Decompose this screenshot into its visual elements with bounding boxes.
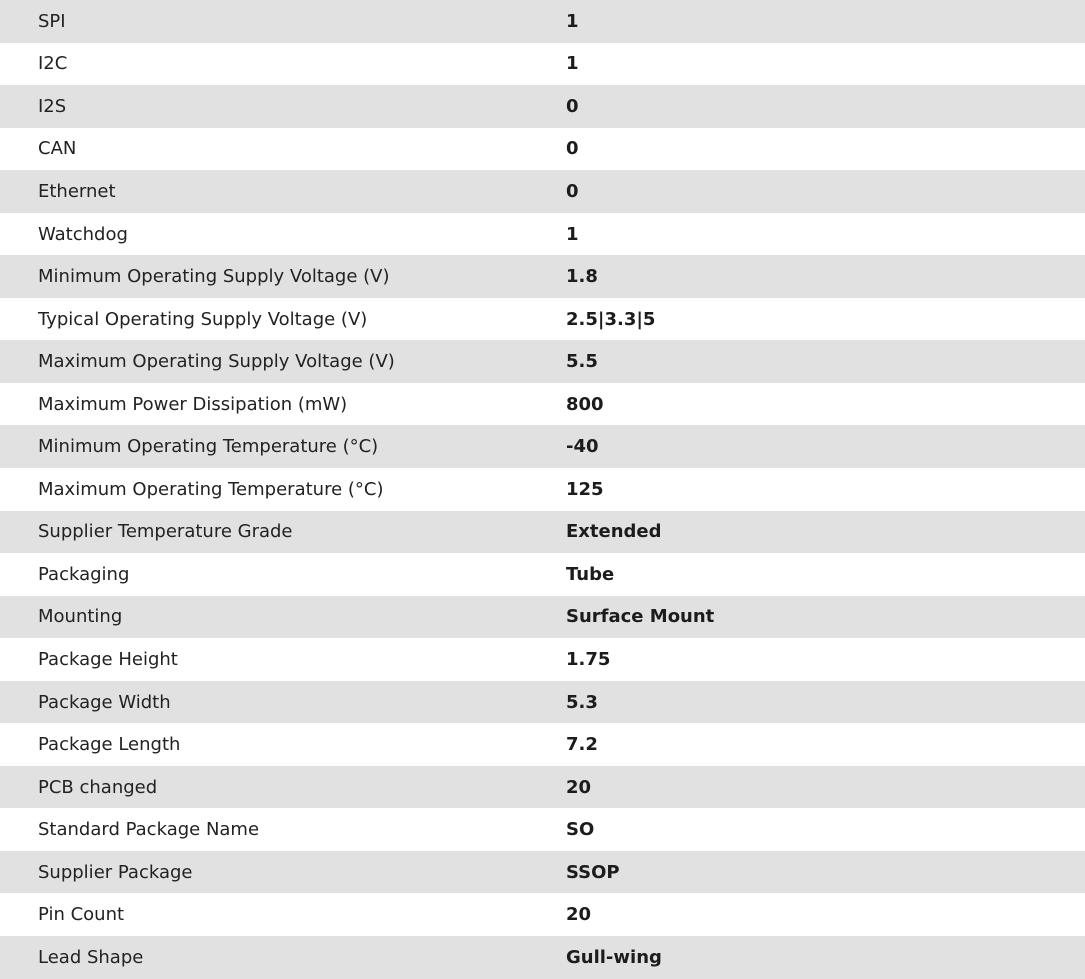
spec-row-pcb-changed: [0, 766, 1085, 809]
spec-value: 0: [566, 180, 579, 202]
spec-value: 5.3: [566, 691, 598, 713]
spec-row-max-operating-temperature: [0, 468, 1085, 511]
spec-name: Supplier Temperature Grade: [38, 521, 293, 543]
spec-name: I2C: [38, 53, 68, 75]
spec-name: Package Length: [38, 734, 181, 756]
spec-row-pin-count: [0, 893, 1085, 936]
spec-name: Package Height: [38, 648, 178, 670]
spec-row-package-width: [0, 681, 1085, 724]
spec-value: 20: [566, 776, 592, 798]
spec-value: 800: [566, 393, 604, 415]
spec-row-package-length: [0, 723, 1085, 766]
spec-row-packaging: [0, 553, 1085, 596]
spec-row-min-operating-temperature: [0, 425, 1085, 468]
spec-value: 5.5: [566, 351, 598, 373]
spec-value: Extended: [566, 521, 662, 543]
spec-value: 2.5|3.3|5: [566, 308, 656, 330]
spec-name: PCB changed: [38, 776, 158, 798]
spec-row-max-power-dissipation: [0, 383, 1085, 426]
spec-name: Watchdog: [38, 223, 128, 245]
spec-value: 20: [566, 904, 592, 926]
spec-value: Tube: [566, 563, 615, 585]
spec-name: Minimum Operating Supply Voltage (V): [38, 266, 390, 288]
spec-name: Minimum Operating Temperature (°C): [38, 436, 379, 458]
spec-row-lead-shape: [0, 936, 1085, 979]
spec-row-standard-package-name: [0, 808, 1085, 851]
spec-name: Maximum Operating Temperature (°C): [38, 478, 384, 500]
spec-name: Typical Operating Supply Voltage (V): [38, 308, 368, 330]
spec-name: Supplier Package: [38, 861, 193, 883]
spec-value: 1.75: [566, 648, 611, 670]
spec-value: -40: [566, 436, 599, 458]
spec-row-can: [0, 128, 1085, 171]
spec-name: Ethernet: [38, 180, 116, 202]
spec-row-i2s: [0, 85, 1085, 128]
spec-name: SPI: [38, 10, 66, 32]
spec-row-mounting: [0, 596, 1085, 639]
spec-row-watchdog: [0, 213, 1085, 256]
spec-row-spi: [0, 0, 1085, 43]
spec-row-supplier-package: [0, 851, 1085, 894]
spec-row-package-height: [0, 638, 1085, 681]
spec-row-min-supply-voltage: [0, 255, 1085, 298]
spec-name: Packaging: [38, 563, 130, 585]
spec-row-ethernet: [0, 170, 1085, 213]
spec-name: Lead Shape: [38, 946, 144, 968]
spec-row-supplier-temperature-grade: [0, 511, 1085, 554]
spec-name: Mounting: [38, 606, 123, 628]
spec-name: Standard Package Name: [38, 819, 260, 841]
spec-name: Maximum Operating Supply Voltage (V): [38, 351, 395, 373]
spec-value: Gull-wing: [566, 946, 662, 968]
spec-row-typical-supply-voltage: [0, 298, 1085, 341]
spec-value: 1: [566, 223, 579, 245]
spec-value: 1: [566, 10, 579, 32]
spec-name: I2S: [38, 95, 67, 117]
spec-value: 1: [566, 53, 579, 75]
spec-value: 0: [566, 138, 579, 160]
spec-value: 125: [566, 478, 604, 500]
spec-name: Pin Count: [38, 904, 125, 926]
spec-row-i2c: [0, 43, 1085, 86]
spec-name: Package Width: [38, 691, 171, 713]
spec-value: 7.2: [566, 734, 598, 756]
spec-name: Maximum Power Dissipation (mW): [38, 393, 348, 415]
spec-value: SO: [566, 819, 595, 841]
spec-name: CAN: [38, 138, 77, 160]
spec-value: SSOP: [566, 861, 620, 883]
spec-value: 1.8: [566, 266, 598, 288]
spec-value: 0: [566, 95, 579, 117]
spec-value: Surface Mount: [566, 606, 715, 628]
spec-row-max-supply-voltage: [0, 340, 1085, 383]
